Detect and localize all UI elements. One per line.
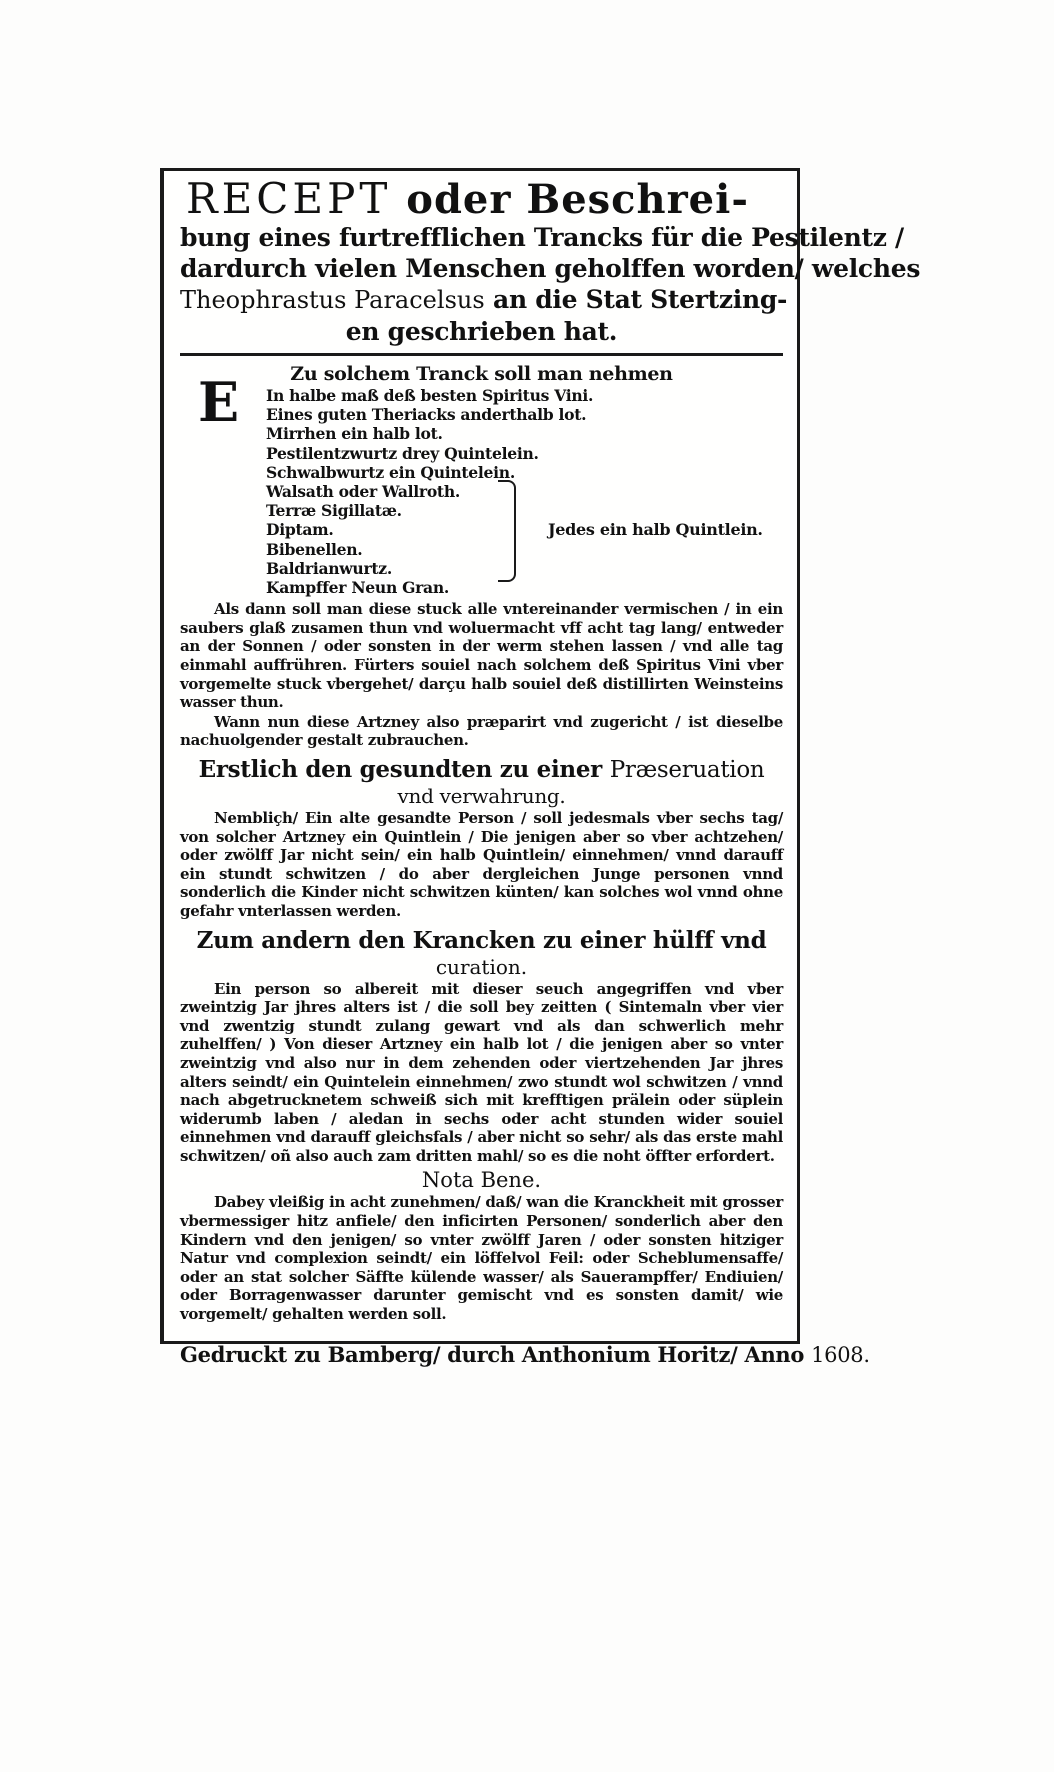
list-item: Kampffer Neun Gran. — [266, 578, 450, 598]
list-item: Walsath oder Wallroth. — [266, 482, 461, 502]
list-item: Bibenellen. — [266, 539, 363, 559]
list-item: Diptam. — [266, 520, 334, 540]
title-line-4-fraktur: an die Stat Stertzing‐ — [484, 285, 788, 314]
recipe-section — [180, 362, 783, 597]
imprint — [180, 1341, 870, 1368]
paragraph-cure-body: Ein person so albereit mit dieser seuch angegriffen vnd vber zweintzig Jar jhres alters ist / die soll bey zeitten ( Sintemaln vber vier vnd zwentzig stundt zulang gewart vnd als dan schwerlich mehr zuhelffen/ ) Von dieser Artzney ein halb lot / die jenigen aber so vnter zweintzig vnd also nur in dem zehenden oder viertzehenden Jar jhres alters seindt/ ein Quintelein einnehmen/ zwo stundt wol schwitzen / vnnd nach abgetrucknetem schweiß sich mit krefftigen prälein oder süplein widerumb laben / aledan in sechs oder acht stunden wider souiel einnehmen vnd darauff gleichsfals / aber nicht so sehr/ als das erste mahl schwitzen/ oñ also auch zam dritten mahl/ so es die noht öffter erfordert. — [180, 979, 783, 1165]
title-word-recept: RECEPT — [186, 174, 392, 223]
curly-brace-icon — [498, 480, 516, 582]
document-title-line-1 — [180, 174, 783, 223]
list-item: Terræ Sigillatæ. — [266, 501, 402, 521]
section-heading-cure: Zum andern den Krancken zu einer hülff vnd — [196, 926, 767, 954]
paragraph-preservation-body: Nembliçh/ Ein alte gesandte Person / soll jedesmals vber sechs tag/ von solcher Artzney ein Quintlein / Die jenigen aber so vber achtzehen/ oder zwölff Jar nicht sein/ ein halb Quintlein/ einnehmen/ vnnd darauff ein stundt schwitzen / do aber dergleichen Junge personen vnnd sonderlich die Kinder nicht schwitzen künten/ kan solches wol vnnd ohne gefahr vnterlassen werden. — [180, 808, 783, 920]
list-item: In halbe maß deß besten Spiritus Vini. — [266, 386, 594, 405]
document-title-line-2: bung eines furtrefflichen Trancks für die Pestilentz / — [180, 223, 904, 252]
section-heading-preservation-fraktur: Erstlich den gesundten zu einer — [198, 755, 610, 783]
section-heading-cure-line2: curation. — [435, 954, 528, 979]
drop-cap-initial: E — [198, 370, 239, 434]
document-title-line-3: dardurch vielen Menschen geholffen worden/ welches — [180, 254, 921, 283]
document-title-line-5: en geschrieben hat. — [345, 317, 618, 346]
paragraph-nota-bene-body: Dabey vleißig in acht zunehmen/ daß/ wan die Kranckheit mit grosser vbermessiger hitz anfiele/ den inficirten Personen/ sonderlich aber den Kindern vnd den jenigen/ so vnter zwölff Jaren / oder sonsten hitziger Natur vnd complexion seindt/ ein löffelvol Feil: oder Scheblumensaffe/ oder an stat solcher Säffte külende wasser/ als Sauerampffer/ Endiuien/ oder Borragenwasser darunter gemischt vnd es sonsten damit/ wie vorgemelt/ gehalten werden soll. — [180, 1193, 783, 1324]
imprint-text: Gedruckt zu Bamberg/ durch Anthonium Horitz/ Anno — [180, 1341, 812, 1367]
ingredient-list — [180, 386, 783, 597]
list-item: Schwalbwurtz ein Quintelein. — [266, 462, 515, 482]
list-item: Baldrianwurtz. — [266, 558, 392, 578]
printed-sheet — [160, 168, 921, 1367]
section-heading-preservation — [180, 756, 783, 784]
list-item: Eines guten Theriacks anderthalb lot. — [266, 405, 587, 425]
author-name: Theophrastus Paracelsus — [180, 286, 485, 314]
document-title-line-4 — [180, 284, 788, 316]
section-heading-preservation-roman: Præseruation — [609, 756, 765, 783]
brace-label: Jedes ein halb Quintlein. — [548, 520, 763, 539]
paragraph-preparation: Als dann soll man diese stuck alle vntereinander vermischen / in ein saubers glaß zusamen thun vnd woluermacht vff acht tag lang/ entweder an der Sonnen / oder sonsten in der werm stehen lassen / vnd alle tag einmahl auffrühren. Fürters souiel nach solchem deß Spiritus Vini vber vorgemelte stuck vbergehet/ darçu halb souiel deß distillirten Weinsteins wasser thun. — [180, 600, 783, 712]
title-block — [180, 174, 921, 356]
imprint-year: 1608. — [811, 1342, 870, 1367]
list-item: Mirrhen ein halb lot. — [266, 424, 443, 444]
list-item: Pestilentzwurtz drey Quintelein. — [266, 443, 539, 463]
nota-bene-heading: Nota Bene. — [421, 1168, 542, 1193]
title-word-oder-beschrei: oder Beschrei‐ — [391, 176, 749, 223]
section-heading-preservation-line2: vnd verwahrung. — [397, 783, 566, 808]
paragraph-usage-intro: Wann nun diese Artzney also præparirt vnd zugericht / ist dieselbe nachuolgender gestalt zubrauchen. — [180, 712, 783, 750]
recipe-heading: Zu solchem Tranck soll man nehmen — [290, 363, 673, 385]
